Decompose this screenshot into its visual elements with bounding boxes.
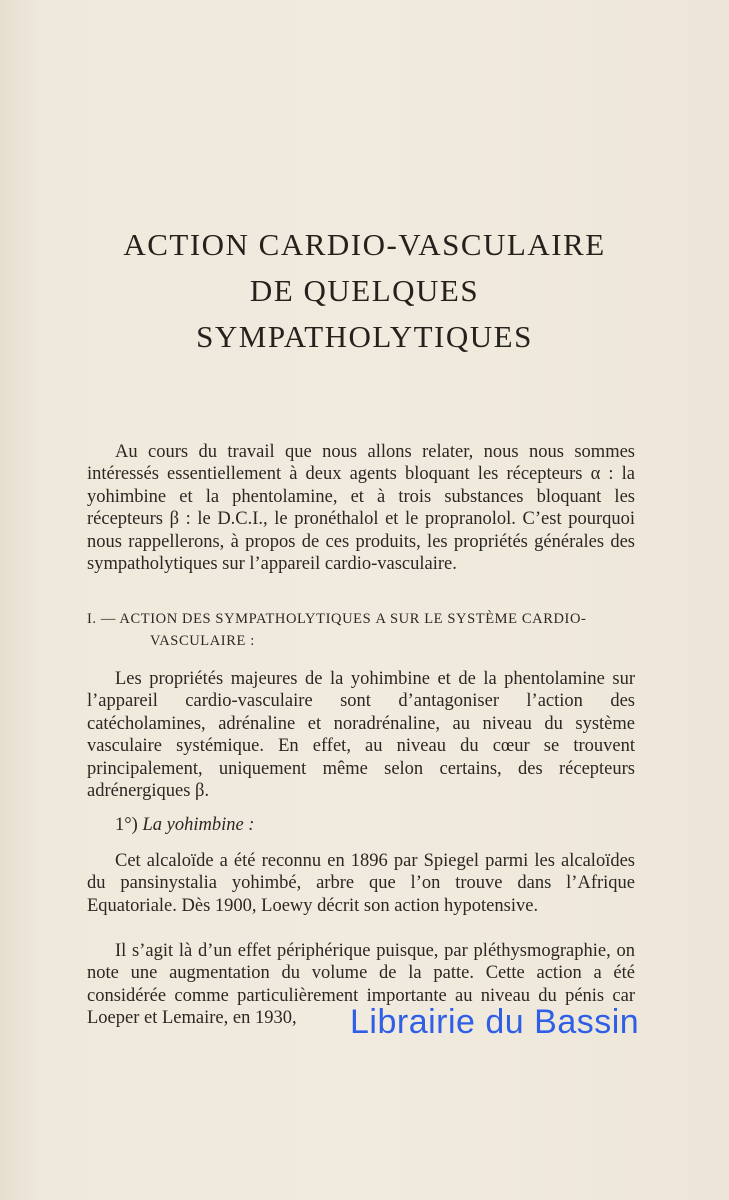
watermark: Librairie du Bassin bbox=[350, 1003, 640, 1041]
section-heading-line-1: I. — ACTION DES SYMPATHOLYTIQUES Α SUR LE SYSTÈME CARDIO- bbox=[87, 611, 587, 627]
section-paragraph: Les propriétés majeures de la yohimbine et de la phentolamine sur l’appareil cardio-vasculaire sont d’antagoniser l’action des catécholamines, adrénaline et noradrénaline, au niveau du système vasculaire systémique. En effet, au niveau du cœur se trouvent principalement, uniquement même selon certains, des récepteurs adrénergiques β. bbox=[87, 669, 635, 802]
subsection-label: La yohimbine : bbox=[142, 815, 255, 835]
paragraph-3: Il s’agit là d’un effet périphérique puisque, par pléthysmographie, on note une augmentation du volume de la patte. Cette action a été considérée comme particulièrement importante au niveau du pénis car Loeper et Lemaire, en 1930, bbox=[87, 941, 635, 1029]
section-block bbox=[87, 668, 635, 802]
subsection-heading bbox=[115, 815, 254, 836]
section-heading bbox=[87, 608, 635, 652]
yohimbine-block-1 bbox=[87, 850, 635, 917]
intro-paragraph: Au cours du travail que nous allons relater, nous nous sommes intéressés essentiellement à deux agents bloquant les récepteurs α : la yohimbine et la phentolamine, et à trois substances bloquant les récepteurs β : le D.C.I., le pronéthalol et le propranolol. C’est pourquoi nous rappellerons, à propos de ces produits, les propriétés générales des sympatholytiques sur l’appareil cardio-vasculaire. bbox=[87, 442, 635, 575]
title-line-2: DE QUELQUES bbox=[249, 273, 480, 308]
section-heading-line-2: VASCULAIRE : bbox=[150, 633, 255, 649]
intro-block bbox=[87, 441, 635, 575]
paragraph-2: Cet alcaloïde a été reconnu en 1896 par Spiegel parmi les alcaloïdes du pansinystalia yohimbé, arbre que l’on trouve dans l’Afrique Equatoriale. Dès 1900, Loewy décrit son action hypotensive. bbox=[87, 851, 635, 916]
title-line-3: SYMPATHOLYTIQUES bbox=[196, 319, 533, 354]
chapter-title bbox=[40, 222, 689, 360]
subsection-number: 1°) bbox=[115, 815, 138, 835]
title-line-1: ACTION CARDIO-VASCULAIRE bbox=[123, 227, 606, 262]
